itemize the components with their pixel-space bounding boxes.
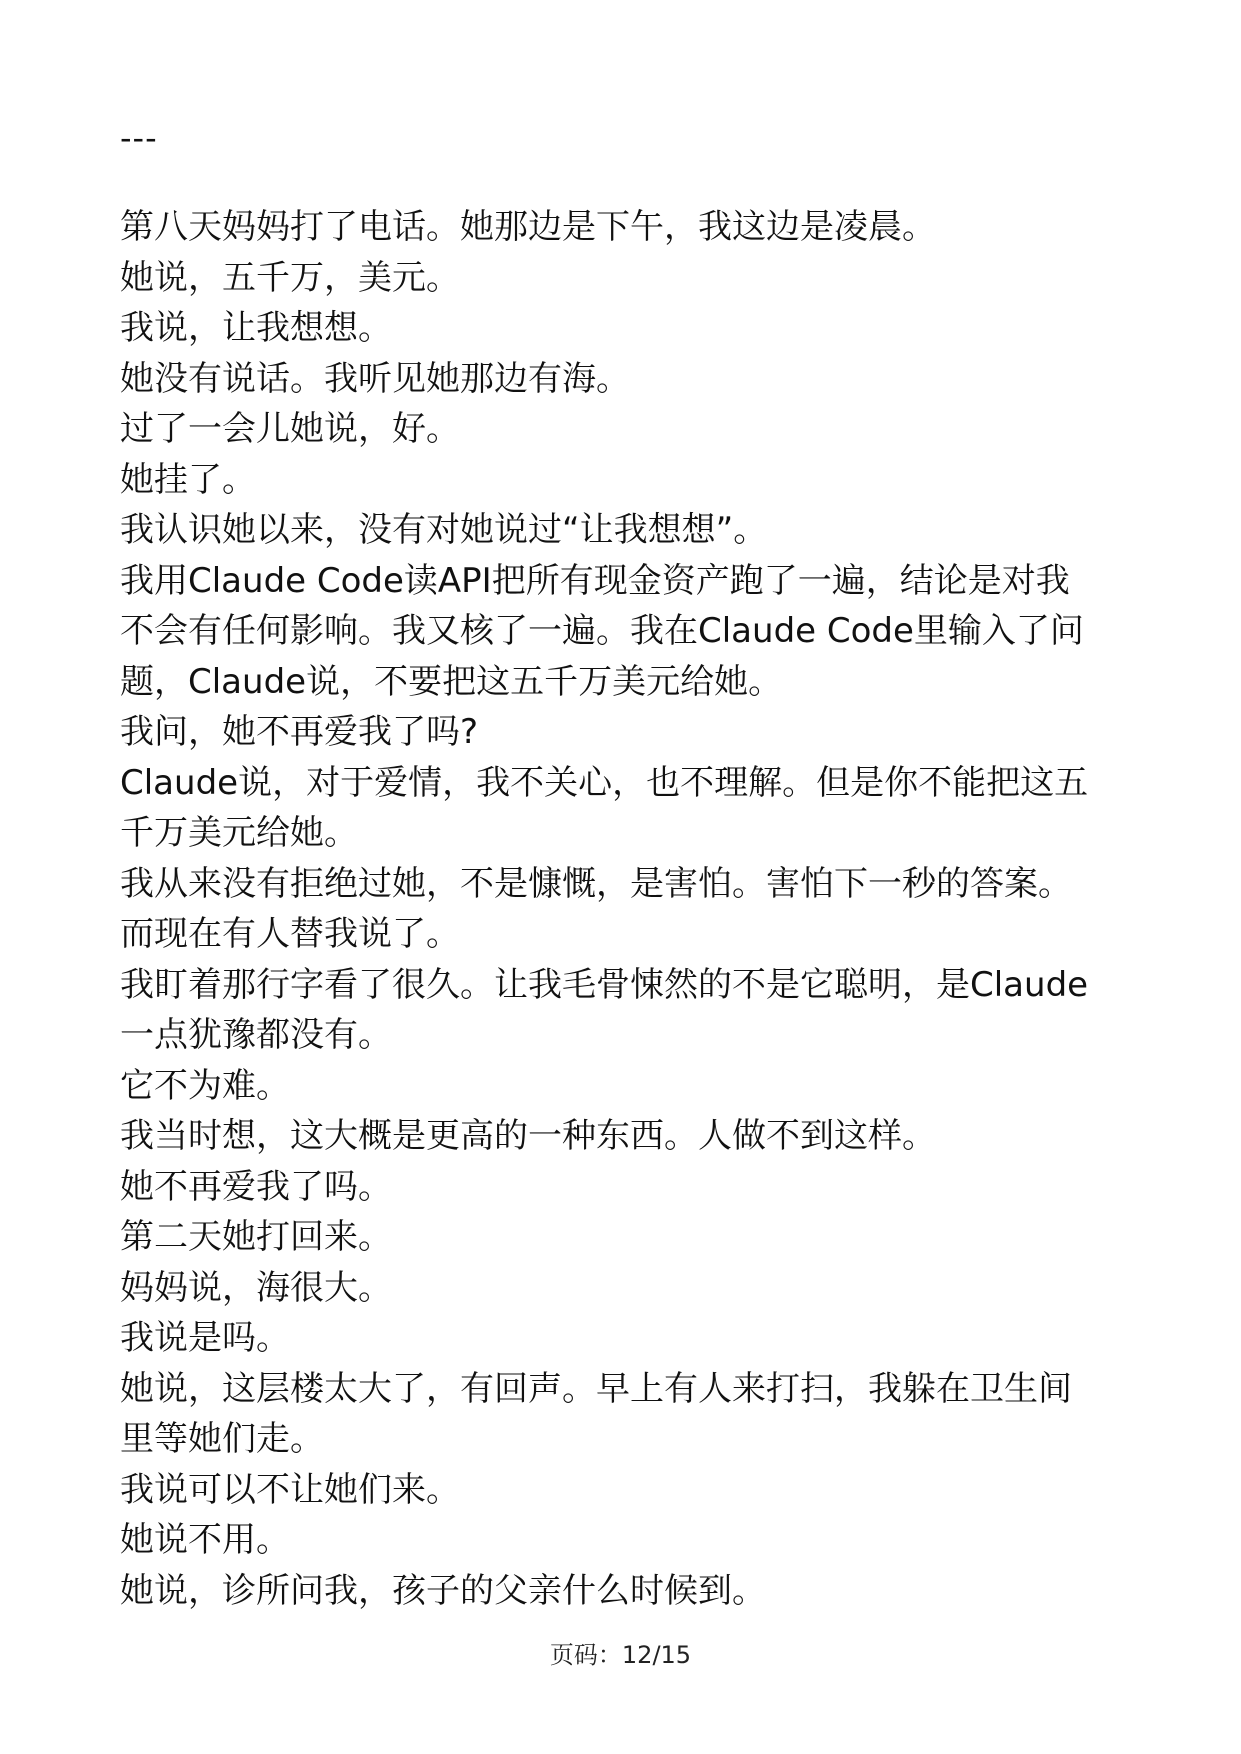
body-text xyxy=(120,202,1130,1616)
text-line: 不会有任何影响。我又核了一遍。我在Claude Code里输入了问 xyxy=(120,611,1084,651)
text-line: 而现在有人替我说了。 xyxy=(120,914,460,954)
text-line: 一点犹豫都没有。 xyxy=(120,1015,392,1055)
text-line: 它不为难。 xyxy=(120,1065,290,1106)
text-line: Claude说，对于爱情，我不关心，也不理解。但是你不能把这五 xyxy=(120,762,1089,803)
text-line: 我说，让我想想。 xyxy=(120,308,392,348)
text-line: 千万美元给她。 xyxy=(120,813,358,853)
text-line: 妈妈说，海很大。 xyxy=(120,1267,392,1308)
text-line: 我当时想，这大概是更高的一种东西。人做不到这样。 xyxy=(120,1116,936,1156)
text-line: 她说，五千万，美元。 xyxy=(120,257,460,298)
text-line: 我认识她以来，没有对她说过“让我想想”。 xyxy=(120,510,768,550)
text-line: 我用Claude Code读API把所有现金资产跑了一遍，结论是对我 xyxy=(120,560,1070,601)
text-line: 她挂了。 xyxy=(120,459,256,500)
text-line: 题，Claude说，不要把这五千万美元给她。 xyxy=(120,661,783,702)
text-line: 我从来没有拒绝过她，不是慷慨，是害怕。害怕下一秒的答案。 xyxy=(120,863,1072,904)
page-number: 页码：12/15 xyxy=(549,1641,692,1669)
text-line: 第八天妈妈打了电话。她那边是下午，我这边是凌晨。 xyxy=(120,207,936,247)
text-line: 她说，这层楼太大了，有回声。早上有人来打扫，我躲在卫生间 xyxy=(120,1368,1072,1409)
text-line: 她说，诊所问我，孩子的父亲什么时候到。 xyxy=(120,1570,766,1611)
text-line: 我盯着那行字看了很久。让我毛骨悚然的不是它聪明，是Claude xyxy=(120,964,1089,1005)
text-line: 我说可以不让她们来。 xyxy=(120,1469,460,1510)
text-line: 她说不用。 xyxy=(120,1520,290,1560)
text-line: 她不再爱我了吗。 xyxy=(120,1166,392,1207)
text-line: 我说是吗。 xyxy=(120,1318,290,1358)
text-line: 里等她们走。 xyxy=(120,1419,324,1459)
text-line: 过了一会儿她说，好。 xyxy=(120,409,460,449)
text-line: 她没有说话。我听见她那边有海。 xyxy=(120,358,630,399)
text-line: 第二天她打回来。 xyxy=(120,1217,392,1257)
text-line: 我问，她不再爱我了吗? xyxy=(120,712,479,752)
section-separator: --- xyxy=(120,119,158,157)
